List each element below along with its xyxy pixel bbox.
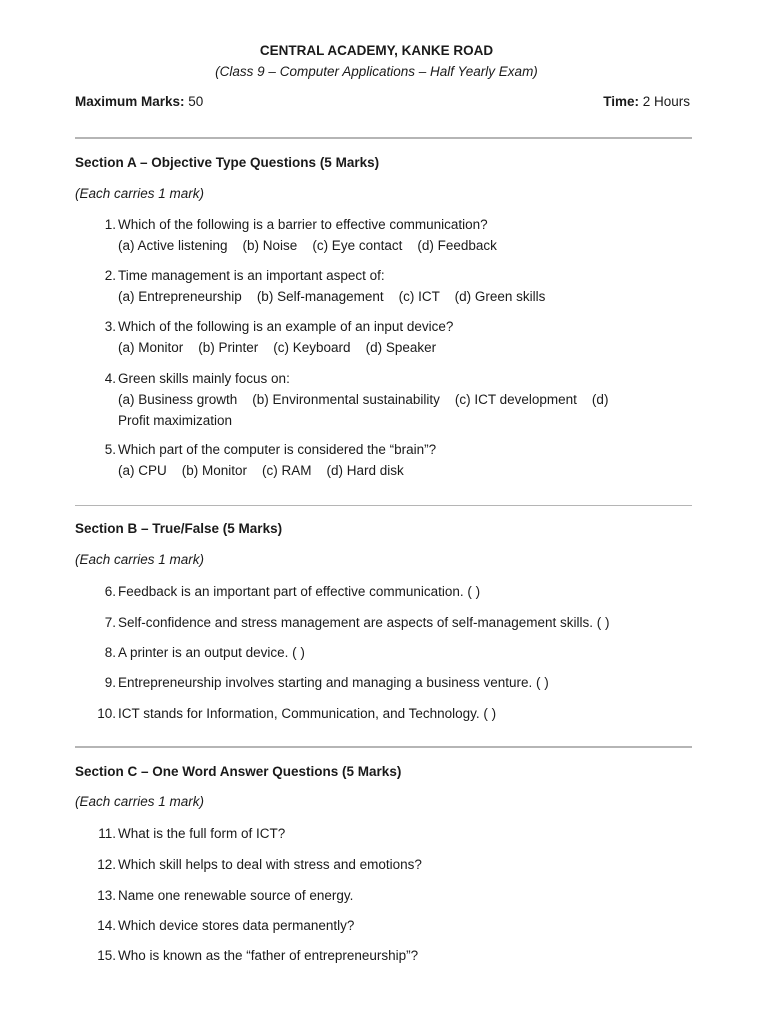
divider — [75, 746, 692, 748]
question-number: 11. — [98, 826, 116, 841]
section-a-note: (Each carries 1 mark) — [75, 186, 205, 201]
question-text: Who is known as the “father of entrepreneurship”? — [118, 948, 419, 963]
question-options: (a) Business growth (b) Environmental sustainability (c) ICT development (d) Profit maximization — [118, 392, 613, 428]
question-text: Self-confidence and stress management are aspects of self-management skills. ( ) — [118, 615, 610, 630]
divider — [75, 137, 692, 139]
question-number: 3. — [104, 319, 116, 334]
marks-value: 50 — [184, 94, 204, 109]
question-number: 13. — [97, 888, 116, 903]
exam-time — [603, 94, 690, 109]
question-number: 7. — [104, 615, 116, 630]
question-number: 9. — [104, 675, 116, 690]
question-text: Which of the following is an example of an input device? — [118, 319, 454, 334]
question-options: (a) Active listening (b) Noise (c) Eye contact (d) Feedback — [118, 238, 497, 253]
question-text: Time management is an important aspect of: — [118, 268, 385, 283]
question-text: What is the full form of ICT? — [118, 826, 286, 841]
question-text: Name one renewable source of energy. — [118, 888, 354, 903]
school-name: CENTRAL ACADEMY, KANKE ROAD — [259, 43, 494, 58]
question-text: Feedback is an important part of effective communication. ( ) — [118, 584, 481, 599]
question-options: (a) CPU (b) Monitor (c) RAM (d) Hard disk — [118, 463, 404, 478]
question-number: 5. — [104, 442, 116, 457]
question-number: 12. — [97, 857, 116, 872]
question-text: Which skill helps to deal with stress and emotions? — [118, 857, 422, 872]
section-b-note: (Each carries 1 mark) — [75, 552, 205, 567]
question-text: A printer is an output device. ( ) — [118, 645, 305, 660]
exam-subtitle: (Class 9 – Computer Applications – Half Yearly Exam) — [215, 64, 538, 79]
section-c-note: (Each carries 1 mark) — [75, 794, 205, 809]
time-value: 2 Hours — [638, 94, 690, 109]
question-options: (a) Monitor (b) Printer (c) Keyboard (d) Speaker — [118, 340, 437, 355]
maximum-marks — [75, 94, 203, 109]
section-a-title: Section A – Objective Type Questions (5 Marks) — [75, 155, 380, 170]
question-text: Which part of the computer is considered the “brain”? — [118, 442, 437, 457]
question-number: 15. — [97, 948, 116, 963]
question-number: 2. — [104, 268, 116, 283]
question-number: 14. — [97, 918, 116, 933]
question-text: Entrepreneurship involves starting and managing a business venture. ( ) — [118, 675, 549, 690]
question-number: 1. — [104, 217, 116, 232]
question-number: 4. — [104, 371, 116, 386]
time-label: Time: — [603, 94, 639, 109]
section-b-title: Section B – True/False (5 Marks) — [75, 521, 283, 536]
divider — [75, 505, 692, 506]
section-c-title: Section C – One Word Answer Questions (5 Marks) — [75, 764, 402, 779]
question-text: Which device stores data permanently? — [118, 918, 355, 933]
question-text: Green skills mainly focus on: — [118, 371, 290, 386]
question-number: 10. — [97, 706, 116, 721]
question-number: 8. — [104, 645, 116, 660]
question-text: ICT stands for Information, Communication, and Technology. ( ) — [118, 706, 497, 721]
marks-label: Maximum Marks: — [75, 94, 185, 109]
question-number: 6. — [104, 584, 116, 599]
question-text: Which of the following is a barrier to effective communication? — [118, 217, 488, 232]
question-options: (a) Entrepreneurship (b) Self-management (c) ICT (d) Green skills — [118, 289, 546, 304]
